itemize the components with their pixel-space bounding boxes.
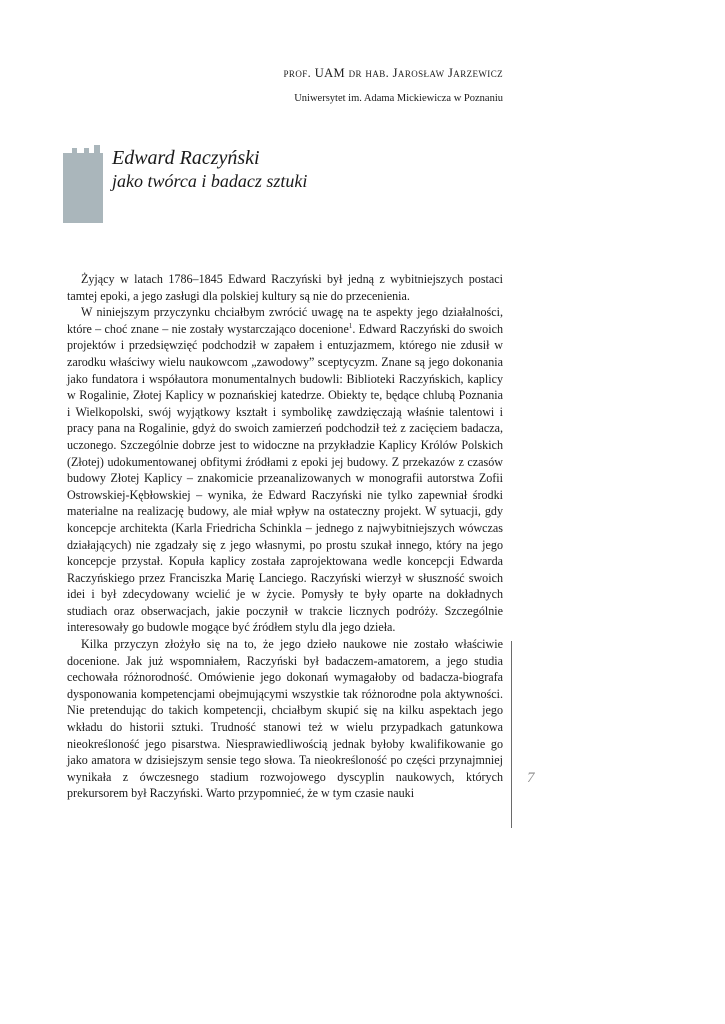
paragraph-2-text-b: . Edward Raczyński do swoich projektów i przedsięwzięć podchodził w zapałem i entuzjazmem, którego nie zdusił w zarodku właściwy wielu naukowcom „zawodowy” sceptycyzm. Znane są jego dokonania jako fundatora i współautora monumentalnych budowli: Biblioteki Raczyńskich, kaplicy w Rogalinie, Złotej Kaplicy w poznańskiej katedrze. Obiekty te, będące chlubą Poznania i Wielkopolski, swój wyjątkowy kształt i symbolikę zawdzięczają właśnie talentowi i pracy pana na Rogalinie, gdyż do swoich zamierzeń podchodził też z zacięciem badacza, uczonego. Szczególnie dobrze jest to widoczne na przykładzie Kaplicy Królów Polskich (Złotej) udokumentowanej obfitymi źródłami z epoki jej budowy. Z przekazów z czasów budowy Złotej Kaplicy – znakomicie przeanalizowanych w monografii autorstwa Zofii Ostrowskiej-Kębłowskiej – wynika, że Edward Raczyński nie tylko zapewniał środki materialne na realizację budowy, ale miał wpływ na ostateczny projekt. W sytuacji, gdy koncepcje architekta (Karla Friedricha Schinkla – jednego z najwybitniejszych wówczas działających) nie zgadzały się z jego własnymi, po prostu szukał innego, który na jego koncepcje przystał. Kopuła kaplicy została zaprojektowana wedle koncepcji Edwarda Raczyńskiego przez Franciszka Marię Lanciego. Raczyński wierzył w słuszność swoich idei i był zdecydowany wcielić je w życie. Pomysły te były oparte na dokładnych studiach oraz obserwacjach, jakie poczynił w trakcie licznych podróży. Szczególnie interesowały go budowle mogące być źródłem stylu dla jego dzieła. [67, 321, 503, 635]
paragraph-2 [67, 304, 503, 636]
page-number: 7 [527, 770, 535, 786]
paragraph-3: Kilka przyczyn złożyło się na to, że jego dzieło naukowe nie zostało właściwie docenione. Jak już wspomniałem, Raczyński był badaczem-amatorem, a jego studia cechowała różnorodność. Omówienie jego dokonań wymagałoby od badacza-biografa dysponowania kompetencjami obejmującymi wszystkie tak różnorodne pola aktywności. Nie pretendując do takich kompetencji, chciałbym skupić się na kilku aspektach jego wkładu do historii sztuki. Trudność stanowi też w wielu przypadkach gatunkowa nieokreśloność jego pisarstwa. Niesprawiedliwością jednak byłoby kwalifikowanie go jako amatora w dzisiejszym sensie tego słowa. Ta nieokreśloność po części przynajmniej wynikała z ówczesnego stadium rozwojowego dyscyplin naukowych, których prekursorem był Raczyński. Warto przypomnieć, że w tym czasie nauki [67, 637, 503, 801]
title-line-2: jako twórca i badacz sztuki [112, 171, 308, 191]
author-affiliation: Uniwersytet im. Adama Mickiewicza w Poznaniu [294, 93, 503, 104]
author-name: prof. UAM dr hab. Jarosław Jarzewicz [283, 66, 503, 80]
margin-rule [511, 641, 512, 828]
article-title [112, 147, 307, 193]
author-line [284, 66, 503, 81]
article-body [67, 271, 503, 802]
title-line-1: Edward Raczyński [112, 147, 260, 169]
castle-tower-emblem-icon [63, 145, 103, 223]
paragraph-1: Żyjący w latach 1786–1845 Edward Raczyński był jedną z wybitniejszych postaci tamtej epoki, a jego zasługi dla polskiej kultury są nie do przecenienia. [67, 272, 503, 303]
paragraph-2-text-a: W niniejszym przyczynku chciałbym zwrócić uwagę na te aspekty jego działalności, które – choć znane – nie zostały wystarczająco docenione [67, 305, 503, 336]
footnote-marker[interactable]: 1 [348, 321, 353, 330]
